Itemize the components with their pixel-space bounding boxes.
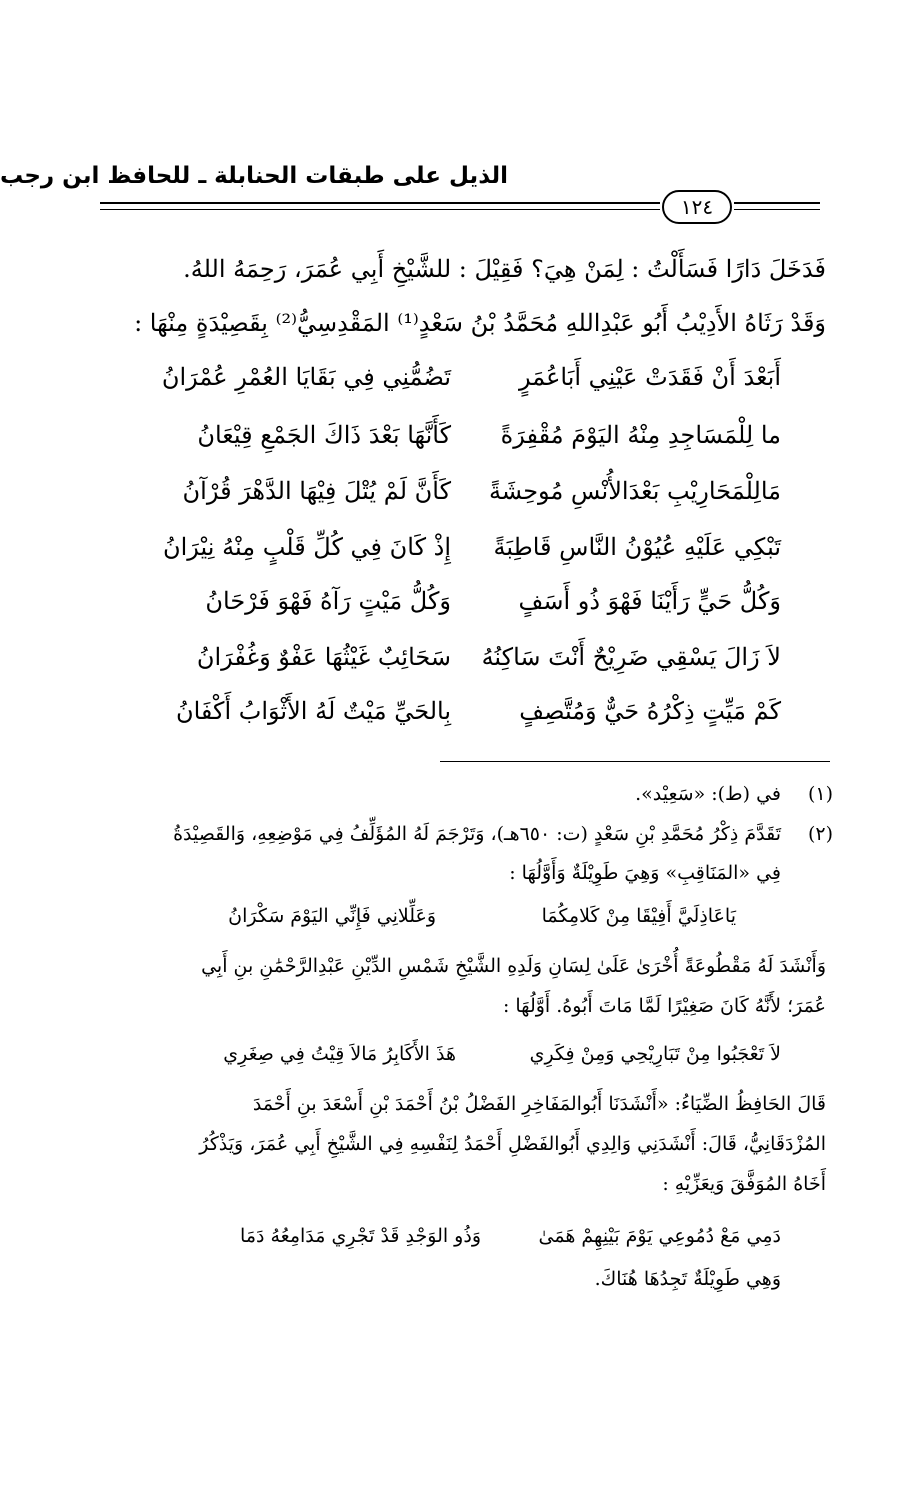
poem-verse-6-first: لاَ زَالَ يَسْقِي ضَرِيْحٌ أَنْتَ سَاكِنُهُ [481, 643, 781, 671]
footnote-1-text: في (ط): «سَعِيْد». [635, 783, 781, 805]
footnote-2-line-2: فِي «المَنَاقِبِ» وَهِيَ طَوِيْلَةٌ وَأَوَّلُهَا : [509, 862, 781, 884]
footnote-verse-2-first: لاَ تَعْجَبُوا مِنْ تَبَارِيْحِي وَمِنْ فِكَرِي [529, 1043, 781, 1065]
poem-verse-4-first: تَبْكِي عَلَيْهِ عُيُوْنُ النَّاسِ قَاطِبَةً [493, 533, 781, 561]
poem-verse-2-second: كَأَنَّهَا بَعْدَ ذَاكَ الجَمْعِ قِيْعَانُ [197, 421, 451, 449]
footnote-2-line-6: المُزْدَقَانِيُّ، قَالَ: أَنْشَدَنِي وَالِدِي أَبُوالفَضْلِ أَحْمَدُ لِنَفْسِهِ فِي الشَّيْخِ أَبِي عُمَرَ، وَيَذْكُرُ [199, 1133, 826, 1155]
poem-verse-6-second: سَحَائِبٌ غَيْثُهَا عَفْوٌ وَغُفْرَانُ [196, 643, 451, 671]
footnote-2-mark: (٢) [807, 823, 833, 845]
poem-verse-3-second: كَأَنَّ لَمْ يُتْلَ فِيْهَا الدَّهْرَ قُرْآنُ [182, 477, 451, 505]
footnote-verse-1-first: يَاعَاذِلَيَّ أَفِيْقَا مِنْ كَلامِكُمَا [541, 905, 736, 927]
poem-verse-3-first: مَالِلْمَحَارِيْبِ بَعْدَالأُنْسِ مُوحِشَةً [488, 477, 781, 505]
header-rule-left [100, 202, 660, 204]
footnote-verse-3-first: دَمِي مَعْ دُمُوعِي يَوْمَ بَيْنِهِمْ هَمَىٰ [538, 1225, 781, 1247]
poem-verse-7-second: بِالحَيِّ مَيْتٌ لَهُ الأَثْوَابُ أَكْفَانُ [175, 697, 451, 725]
footnote-verse-3-second: وَذُو الوَجْدِ قَدْ تَجْرِي مَدَامِعُهُ دَمَا [240, 1225, 481, 1247]
body-line-2: وَقَدْ رَثَاهُ الأَدِيْبُ أَبُو عَبْدِاللهِ مُحَمَّدُ بْنُ سَعْدٍ⁽¹⁾ المَقْدِسِيُّ⁽²⁾ بِقَصِيْدَةٍ مِنْهَا : [134, 309, 826, 337]
header-rule-right-thin [734, 209, 820, 210]
poem-verse-2-first: ما لِلْمَسَاجِدِ مِنْهُ اليَوْمَ مُقْفِرَةً [500, 421, 781, 449]
body-line-1: فَدَخَلَ دَارًا فَسَأَلْتُ : لِمَنْ هِيَ؟ فَقِيْلَ : للشَّيْخِ أَبِي عُمَرَ، رَحِمَهُ اللهُ. [183, 255, 826, 283]
page-number: ١٢٤ [662, 190, 732, 224]
poem-verse-1-first: أَبَعْدَ أَنْ فَقَدَتْ عَيْنِي أَبَاعُمَرٍ [518, 363, 781, 391]
footnote-2-line-5: قَالَ الحَافِظُ الضِّيَاءُ: «أَنْشَدَنَا أَبُوالمَفَاخِرِ الفَضْلُ بْنُ أَحْمَدَ بْنِ أَسْعَدَ بنِ أَحْمَدَ [252, 1093, 826, 1115]
header-rule-left-thin [100, 209, 660, 210]
running-title: الذيل على طبقات الحنابلة ـ للحافظ ابن رجب [0, 163, 508, 189]
footnote-2-line-3: وَأَنْشَدَ لَهُ مَقْطُوعَةً أُخْرَىٰ عَلَىٰ لِسَانِ وَلَدِهِ الشَّيْخِ شَمْسِ الدِّيْنِ عَبْدِالرَّحْمَٰنِ بنِ أَبِي [201, 955, 826, 977]
poem-verse-4-second: إِذْ كَانَ فِي كُلِّ قَلْبٍ مِنْهُ نِيْرَانُ [163, 533, 451, 561]
poem-verse-1-second: تَضُمُّنِي فِي بَقَايَا العُمْرِ عُمْرَانُ [161, 363, 451, 391]
footnote-rule [440, 761, 830, 762]
poem-verse-5-first: وَكُلُّ حَيٍّ رَأَيْنَا فَهْوَ ذُو أَسَفٍ [518, 587, 781, 615]
footnote-verse-2-second: هَذَ الأَكَابِرُ مَالاَ قِيْتُ فِي صِغَرِي [223, 1043, 456, 1065]
footnote-1-mark: (١) [807, 783, 833, 805]
poem-verse-5-second: وَكُلُّ مَيْتٍ رَآهُ فَهْوَ فَرْحَانُ [205, 587, 451, 615]
footnote-2-line-7: أَخَاهُ المُوَفَّقَ وَيعَزِّيْهِ : [662, 1173, 826, 1195]
header-rule-right [734, 202, 820, 204]
footnote-2-line-8: وَهِي طَوِيْلَةٌ تَجِدُهَا هُنَاكَ. [594, 1268, 781, 1290]
poem-verse-7-first: كَمْ مَيِّتٍ ذِكْرُهُ حَيٌّ وَمُتَّصِفٍ [519, 697, 781, 725]
footnote-verse-1-second: وَعَلِّلانِي فَإِنِّي اليَوْمَ سَكْرَانُ [228, 905, 436, 927]
footnote-2-line-1: تَقَدَّمَ ذِكْرُ مُحَمَّدِ بْنِ سَعْدٍ (ت: ٦٥٠هـ)، وَتَرْجَمَ لَهُ المُؤَلِّفُ فِي مَوْضِعِهِ، وَالقَصِيْدَةُ [173, 823, 781, 845]
footnote-2-line-4: عُمَرَ؛ لأَنَّهُ كَانَ صَغِيْرًا لَمَّا مَاتَ أَبُوهُ. أَوَّلُهَا : [502, 995, 826, 1017]
